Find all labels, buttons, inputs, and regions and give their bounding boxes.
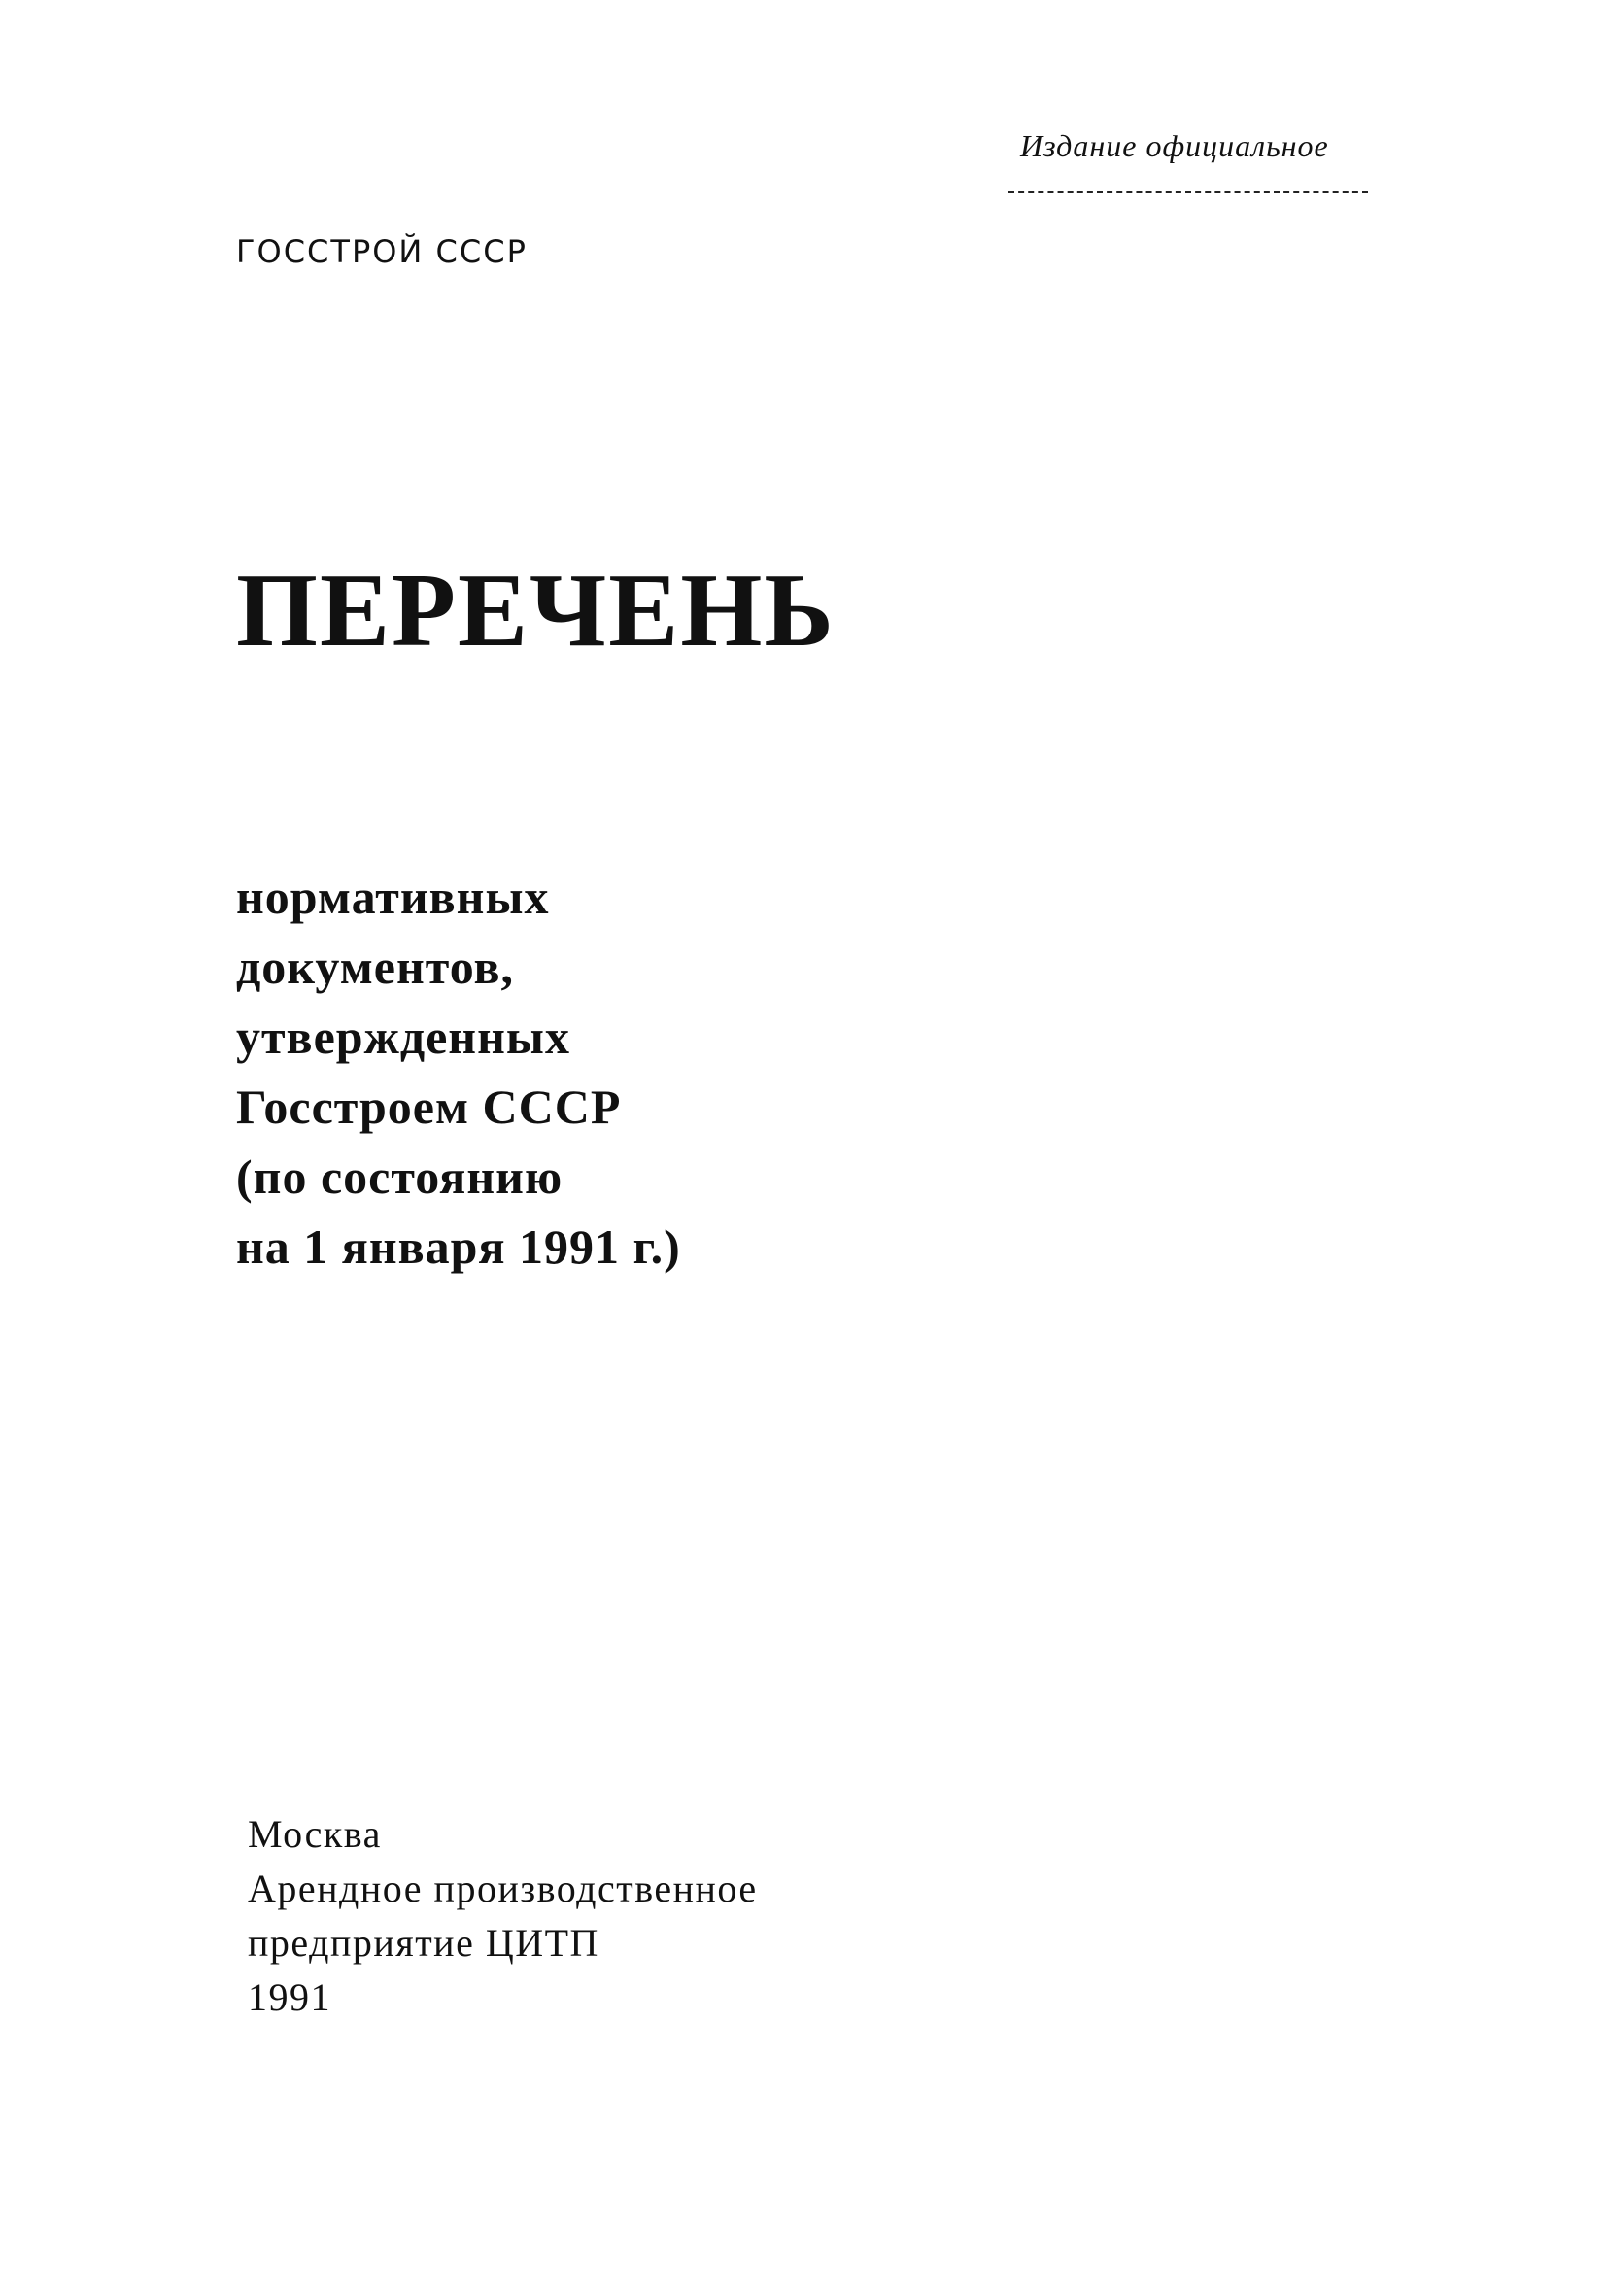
imprint-city: Москва bbox=[248, 1812, 382, 1856]
imprint-block bbox=[248, 1807, 758, 2025]
document-title: ПЕРЕЧЕНЬ bbox=[236, 553, 836, 668]
imprint-year: 1991 bbox=[248, 1975, 331, 2019]
document-subtitle bbox=[236, 862, 681, 1282]
edition-note: Издание официальное bbox=[1020, 128, 1329, 163]
subtitle-line: нормативных bbox=[236, 870, 550, 924]
subtitle-line: утвержденных bbox=[236, 1010, 570, 1064]
imprint-publisher-line1: Арендное производственное bbox=[248, 1867, 758, 1910]
subtitle-line: на 1 января 1991 г.) bbox=[236, 1219, 681, 1274]
imprint-publisher-line2: предприятие ЦИТП bbox=[248, 1921, 599, 1965]
edition-underline bbox=[1008, 191, 1368, 193]
subtitle-line: документов, bbox=[236, 940, 514, 994]
subtitle-line: Госстроем СССР bbox=[236, 1079, 622, 1134]
subtitle-line: (по состоянию bbox=[236, 1149, 564, 1204]
organization-name: ГОССТРОЙ СССР bbox=[236, 233, 528, 270]
